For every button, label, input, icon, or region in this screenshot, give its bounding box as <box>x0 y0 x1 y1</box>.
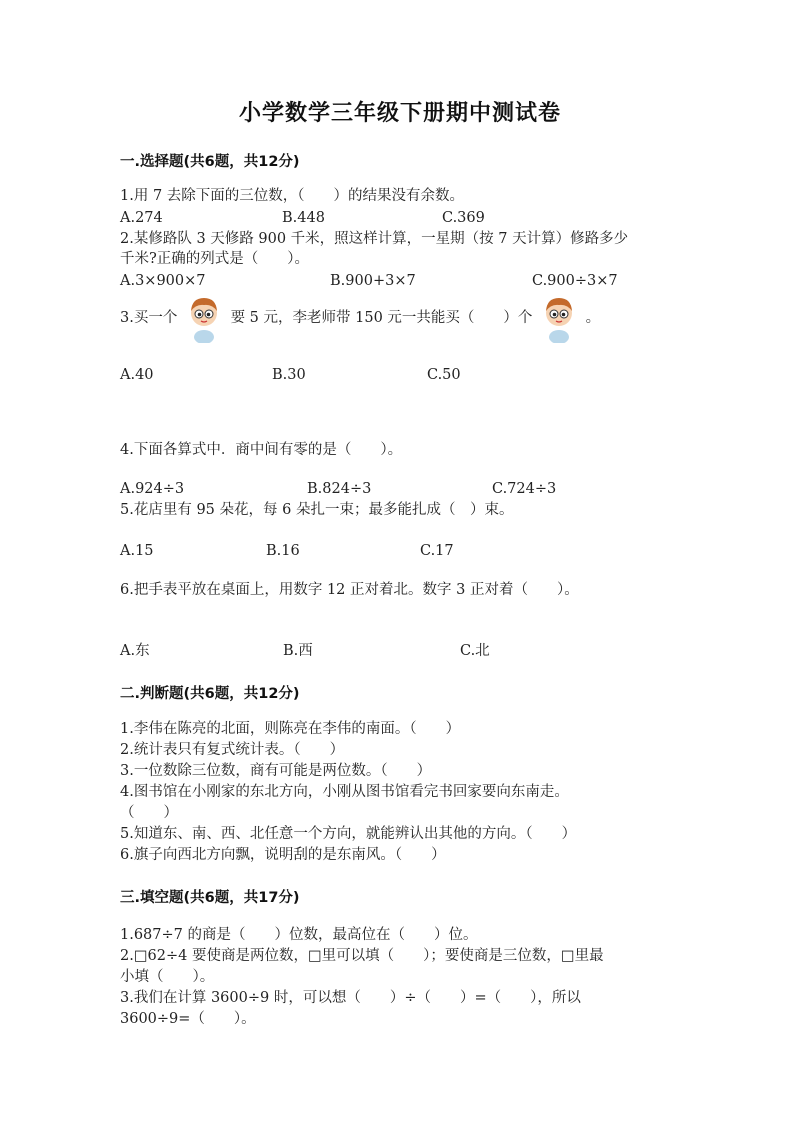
choice-q5-option-b: B.16 <box>266 543 300 559</box>
judge-q3: 3.一位数除三位数，商有可能是两位数。（ ） <box>120 763 432 779</box>
choice-q3-option-b: B.30 <box>272 367 306 383</box>
choice-q2-line2: 千米?正确的列式是（ ）。 <box>120 251 310 267</box>
choice-q6-option-c: C.北 <box>460 643 490 659</box>
choice-q1: 1.用 7 去除下面的三位数，（ ）的结果没有余数。 <box>120 188 465 204</box>
fill-q2-line2: 小填（ ）。 <box>120 969 215 985</box>
fill-q1: 1.687÷7 的商是（ ）位数，最高位在（ ）位。 <box>120 927 478 943</box>
choice-q1-option-b: B.448 <box>282 210 325 226</box>
choice-q1-option-c: C.369 <box>442 210 485 226</box>
choice-q4-option-a: A.924÷3 <box>120 481 185 497</box>
choice-q3-part3: 。 <box>585 310 601 326</box>
fill-q3-line1: 3.我们在计算 3600÷9 时，可以想（ ）÷（ ）=（ ），所以 <box>120 990 581 1006</box>
page-title: 小学数学三年级下册期中测试卷 <box>238 101 561 126</box>
section-heading-choice: 一.选择题(共6题，共12分) <box>120 154 300 170</box>
choice-q6-option-b: B.西 <box>283 643 313 659</box>
judge-q2: 2.统计表只有复式统计表。（ ） <box>120 742 345 758</box>
choice-q6: 6.把手表平放在桌面上，用数字 12 正对着北。数字 3 正对着（ ）。 <box>120 582 579 598</box>
judge-q4-line1: 4.图书馆在小刚家的东北方向，小刚从图书馆看完书回家要向东南走。 <box>120 784 569 800</box>
choice-q2-option-c: C.900÷3×7 <box>532 273 618 289</box>
cartoon-boy-icon <box>184 293 224 343</box>
choice-q3-part1: 3.买一个 <box>120 310 178 326</box>
fill-q3-line2: 3600÷9=（ ）。 <box>120 1011 256 1027</box>
choice-q4-option-b: B.824÷3 <box>307 481 372 497</box>
choice-q2-line1: 2.某修路队 3 天修路 900 千米，照这样计算，一星期（按 7 天计算）修路多少 <box>120 231 629 247</box>
cartoon-boy-icon <box>539 293 579 343</box>
choice-q6-option-a: A.东 <box>120 643 150 659</box>
section-heading-fill: 三.填空题(共6题，共17分) <box>120 890 300 906</box>
choice-q2-option-b: B.900+3×7 <box>330 273 416 289</box>
choice-q5-option-c: C.17 <box>420 543 454 559</box>
judge-q6: 6.旗子向西北方向飘，说明刮的是东南风。（ ） <box>120 847 446 863</box>
choice-q4: 4.下面各算式中．商中间有零的是（ ）。 <box>120 442 403 458</box>
choice-q4-option-c: C.724÷3 <box>492 481 557 497</box>
choice-q1-option-a: A.274 <box>120 210 163 226</box>
choice-q2-option-a: A.3×900×7 <box>120 273 206 289</box>
choice-q5-option-a: A.15 <box>120 543 154 559</box>
section-heading-judge: 二.判断题(共6题，共12分) <box>120 686 300 702</box>
judge-q1: 1.李伟在陈亮的北面，则陈亮在李伟的南面。（ ） <box>120 721 461 737</box>
choice-q3-option-c: C.50 <box>427 367 461 383</box>
judge-q5: 5.知道东、南、西、北任意一个方向，就能辨认出其他的方向。（ ） <box>120 826 577 842</box>
fill-q2-line1: 2.□62÷4 要使商是两位数，□里可以填（ ）；要使商是三位数，□里最 <box>120 948 604 964</box>
choice-q3 <box>120 293 600 343</box>
choice-q3-option-a: A.40 <box>120 367 154 383</box>
judge-q4-line2: （ ） <box>120 805 178 821</box>
choice-q5: 5.花店里有 95 朵花，每 6 朵扎一束；最多能扎成（ ）束。 <box>120 502 514 518</box>
choice-q3-part2: 要 5 元，李老师带 150 元一共能买（ ）个 <box>230 310 533 326</box>
